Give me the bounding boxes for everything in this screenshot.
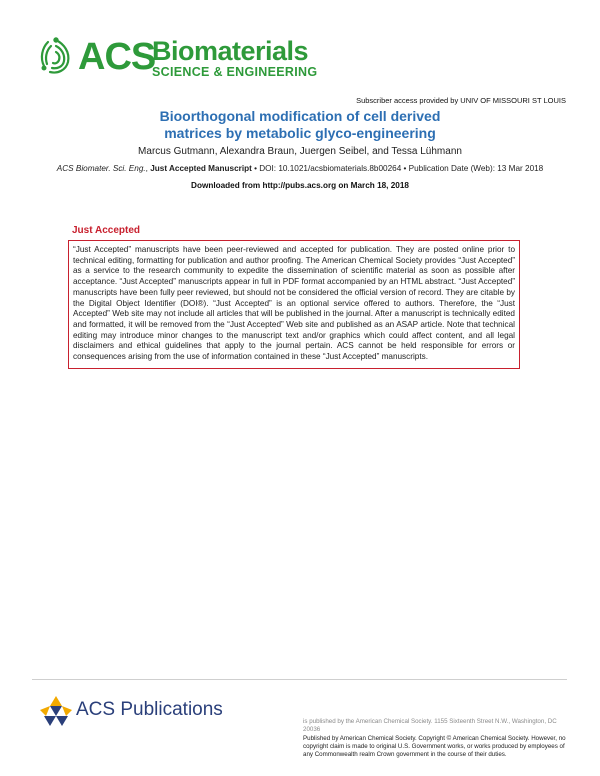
download-note[interactable]: Downloaded from http://pubs.acs.org on March 18, 2018 xyxy=(191,181,409,190)
logo-journal-title: Biomaterials xyxy=(152,36,309,66)
copyright-notice: Published by American Chemical Society. Copyright © American Chemical Society. However, no copyright claim is made to original U.S. Government works, or works produced by employees of any Commonwealth realm Crown government in the course of their duties. xyxy=(303,735,566,758)
article-title-line-2: matrices by metabolic glyco-engineering xyxy=(164,125,436,141)
subscriber-access-note: Subscriber access provided by UNIV OF MISSOURI ST LOUIS xyxy=(356,96,566,105)
journal-abbrev: ACS Biomater. Sci. Eng. xyxy=(56,164,146,173)
logo-acs-text: ACS xyxy=(78,36,156,78)
publisher-address: is published by the American Chemical Society. 1155 Sixteenth Street N.W., Washington, DC 20036 xyxy=(303,718,557,733)
footer-divider xyxy=(32,679,567,680)
manuscript-status: Just Accepted Manuscript xyxy=(150,164,252,173)
acs-biomaterials-logo-icon xyxy=(36,34,76,78)
just-accepted-notice-text: “Just Accepted” manuscripts have been peer-reviewed and accepted for publication. They are posted online prior to technical editing, formatting for publication and author proofing. The American Chemical Society provides “Just Accepted” as a service to the research community to expedite the dissemination of scientific material as soon as possible after acceptance. “Just Accepted” manuscripts appear in full in PDF format accompanied by an HTML abstract. “Just Accepted” manuscripts have been fully peer reviewed, but should not be considered the official version of record. They are citable by the Digital Object Identifier (DOI®). “Just Accepted” is an optional service offered to authors. Therefore, the “Just Accepted” Web site may not include all articles that will be published in the journal. After a manuscript is technically edited and formatted, it will be removed from the “Just Accepted” Web site and published as an ASAP article. Note that technical editing may introduce minor changes to the manuscript text and/or graphics which could affect content, and all legal disclaimers and ethical guidelines that apply to the journal pertain. ACS cannot be held responsible for errors or consequences arising from the use of information contained in these “Just Accepted” manuscripts. xyxy=(73,245,515,362)
acs-publications-logo-icon xyxy=(38,694,74,728)
citation-line: ACS Biomater. Sci. Eng., Just Accepted Manuscript • DOI: 10.1021/acsbiomaterials.8b00264 • Publication Date (Web): 13 Mar 2018 xyxy=(56,164,544,173)
logo-journal-subtitle: SCIENCE & ENGINEERING xyxy=(152,65,318,79)
article-title xyxy=(0,108,600,142)
article-title-line-1: Bioorthogonal modification of cell derived xyxy=(159,108,441,124)
just-accepted-notice-box xyxy=(68,240,520,369)
doi-publication-date[interactable]: • DOI: 10.1021/acsbiomaterials.8b00264 • Publication Date (Web): 13 Mar 2018 xyxy=(251,164,544,173)
acs-publications-logo-text[interactable]: ACS Publications xyxy=(76,699,223,720)
just-accepted-heading: Just Accepted xyxy=(72,225,140,236)
author-list: Marcus Gutmann, Alexandra Braun, Juergen Seibel, and Tessa Lühmann xyxy=(138,146,462,157)
